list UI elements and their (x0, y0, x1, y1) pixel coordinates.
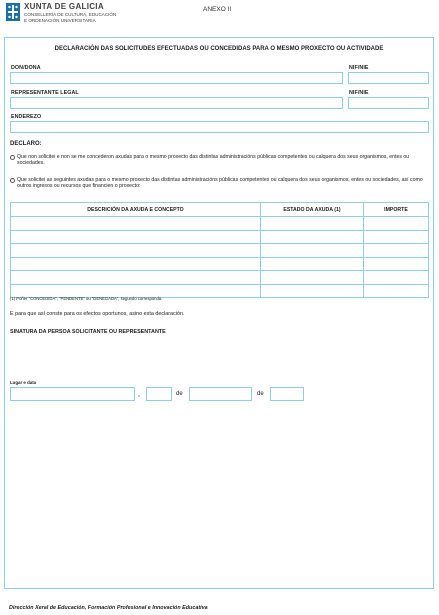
date-comma: , (138, 391, 140, 398)
form-title: DECLARACIÓN DAS SOLICITUDES EFECTUADAS OU CONCEDIDAS PARA O MESMO PROXECTO OU ACTIVIDADE (54, 46, 384, 52)
amount-cell[interactable] (364, 284, 429, 298)
org-sub-1: CONSELLERÍA DE CULTURA, EDUCACIÓN (24, 12, 117, 17)
nif-nie-input-1[interactable] (348, 72, 429, 84)
nif-nie-label-2: NIF/NIE (349, 90, 369, 96)
day-input[interactable] (146, 387, 172, 401)
status-cell[interactable] (261, 230, 364, 244)
option-1-radio[interactable] (10, 155, 15, 160)
nif-nie-input-2[interactable] (348, 97, 429, 109)
date-de-1: de (176, 391, 183, 397)
description-cell[interactable] (11, 271, 261, 285)
xunta-logo (6, 3, 20, 21)
date-de-2: de (257, 391, 264, 397)
description-cell[interactable] (11, 244, 261, 258)
col-description: DESCRICIÓN DA AXUDA E CONCEPTO (11, 203, 261, 217)
table-row (11, 230, 429, 244)
annex-label: ANEXO II (203, 6, 232, 13)
enderezo-label: ENDEREZO (11, 114, 42, 120)
status-cell[interactable] (261, 217, 364, 231)
year-input[interactable] (270, 387, 304, 401)
representante-label: REPRESENTANTE LEGAL (11, 90, 79, 96)
col-amount: IMPORTE (364, 203, 429, 217)
description-cell[interactable] (11, 217, 261, 231)
amount-cell[interactable] (364, 257, 429, 271)
amount-cell[interactable] (364, 217, 429, 231)
representante-input[interactable] (10, 97, 343, 109)
month-input[interactable] (189, 387, 252, 401)
option-1-text: Que non solicitei e non se me concederon axudas para o mesmo proxecto das distintas administracións públicas competentes ou calquera dos seus organismos, entes ou sociedades. (17, 154, 410, 166)
place-input[interactable] (10, 387, 135, 401)
don-dona-input[interactable] (10, 72, 343, 84)
footnote: (1) Poñer "CONCEDIDA", "PENDENTE" ou "DENEGADA", segundo corresponda. (10, 296, 163, 301)
declaro-label: DECLARO: (10, 141, 42, 147)
description-cell[interactable] (11, 257, 261, 271)
description-cell[interactable] (11, 230, 261, 244)
don-dona-label: DON/DONA (11, 65, 41, 71)
table-row (11, 257, 429, 271)
table-row (11, 271, 429, 285)
enderezo-input[interactable] (10, 121, 429, 133)
closing-text: E para que así conste para os efectos oportunos, asino esta declaración. (10, 311, 185, 317)
status-cell[interactable] (261, 271, 364, 285)
table-row (11, 217, 429, 231)
table-row (11, 244, 429, 258)
nif-nie-label-1: NIF/NIE (349, 65, 369, 71)
footer-text: Dirección Xeral de Educación, Formación Profesional e Innovación Educativa (9, 605, 208, 611)
amount-cell[interactable] (364, 244, 429, 258)
date-label: Lugar e data (10, 380, 37, 385)
aid-table (10, 202, 429, 298)
signature-label: SINATURA DA PERSOA SOLICITANTE OU REPRESENTANTE (10, 329, 166, 335)
status-cell[interactable] (261, 257, 364, 271)
status-cell[interactable] (261, 284, 364, 298)
org-name: XUNTA DE GALICIA (24, 2, 104, 11)
amount-cell[interactable] (364, 271, 429, 285)
status-cell[interactable] (261, 244, 364, 258)
amount-cell[interactable] (364, 230, 429, 244)
col-status: ESTADO DA AXUDA (1) (261, 203, 364, 217)
option-2-text: Que solicitei as seguintes axudas para o mesmo proxecto das distintas administracións públicas competentes ou calquera dos seus organismos, entes ou sociedades, así como outros ingresos ou recursos que financien o proxecto: (17, 177, 423, 189)
org-sub-2: E ORDENACIÓN UNIVERSITARIA (24, 18, 96, 23)
option-2-radio[interactable] (10, 178, 15, 183)
